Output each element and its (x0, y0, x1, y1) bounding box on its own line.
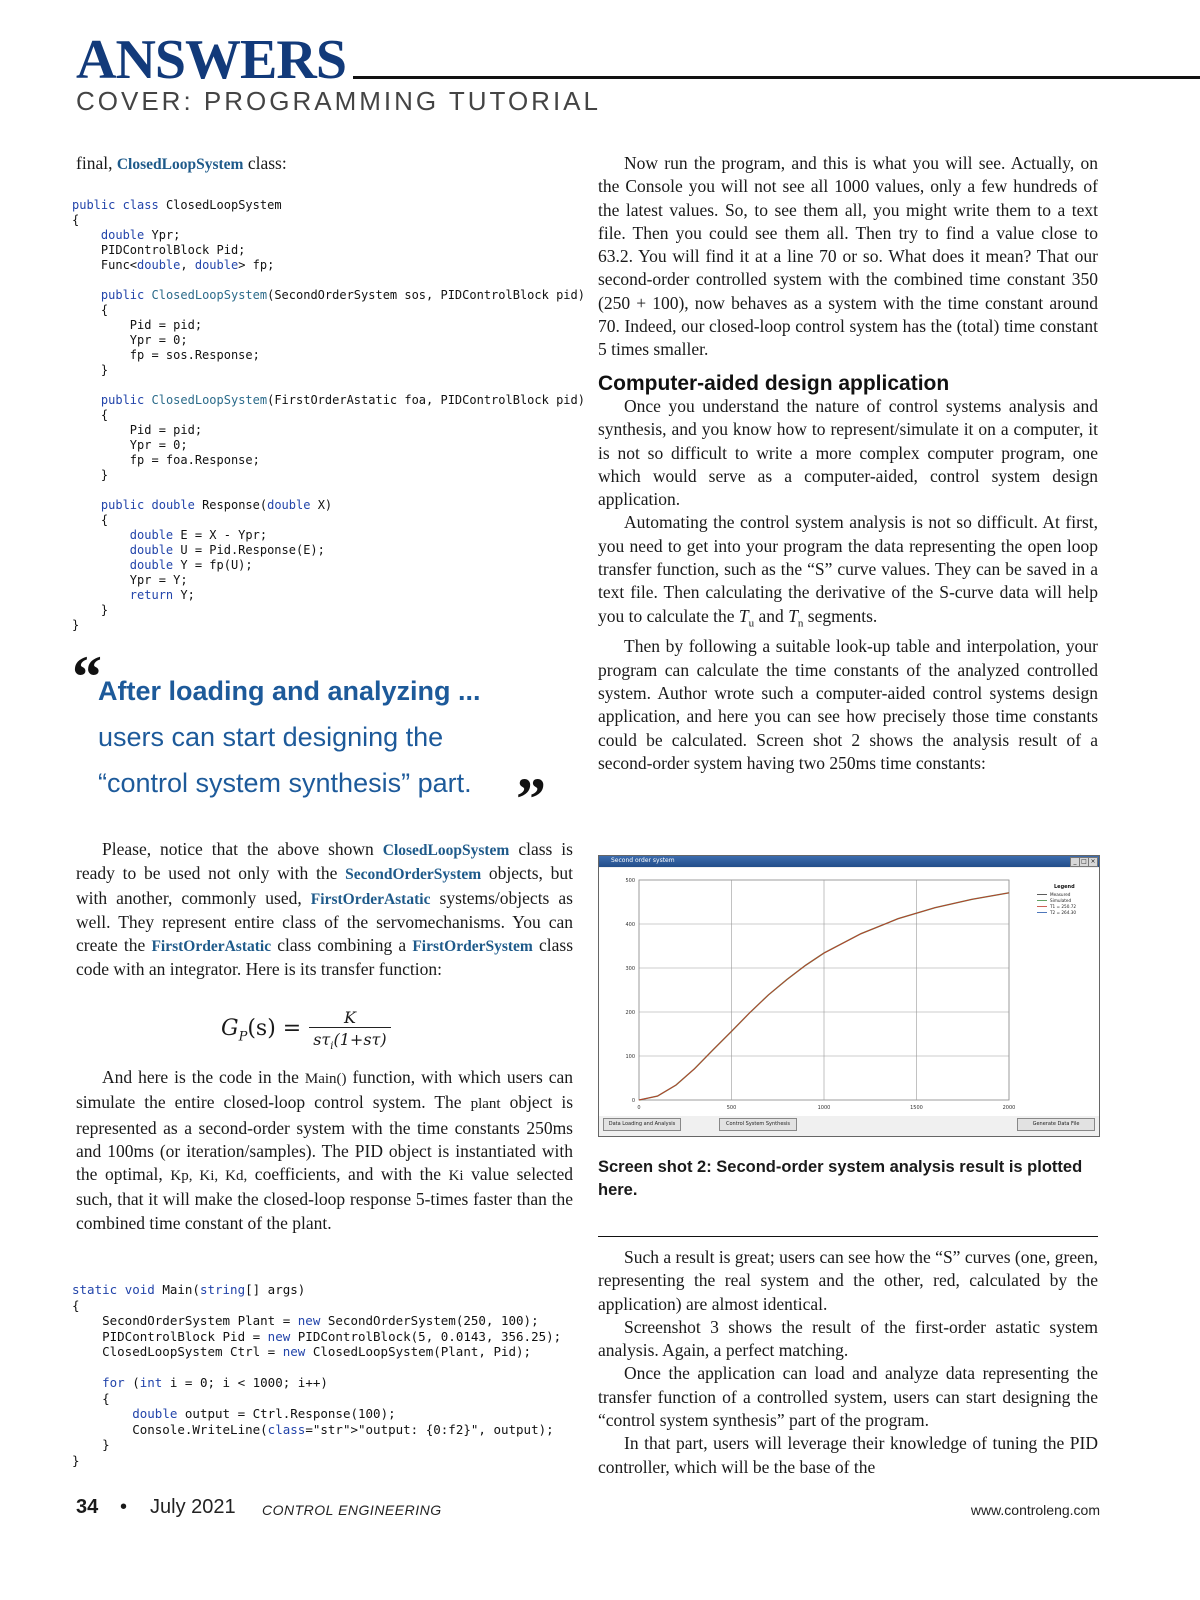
data-loading-button[interactable]: Data Loading and Analysis (603, 1118, 681, 1131)
code-line: Ypr = Y; (72, 573, 188, 587)
code-line: double U = Pid.Response(E); (129, 543, 325, 557)
legend-item: Measured (1050, 892, 1071, 897)
pull-quote (72, 644, 576, 832)
code-line: double Y = fp(U); (129, 558, 253, 572)
y-tick-label: 200 (625, 1010, 635, 1016)
code-block-main (72, 1282, 582, 1468)
right-column-text-top (598, 152, 1098, 775)
paragraph-result-great: Such a result is great; users can see how the “S” curves (one, green, representing the real system and the other, red, calculated by the application) are almost identical. (598, 1247, 1098, 1314)
code-line: { (72, 1297, 80, 1313)
paragraph-lookup-table: Then by following a suitable look-up table and interpolation, your program can calculate the time constants of the analyzed controlled system. Author wrote such a computer-aided control systems design application, and here you can see how precisely those time constants could be calculated. Screen shot 2 shows the analysis result of a second-order system having two 250ms time constants: (598, 636, 1098, 773)
caption-rule (598, 1236, 1098, 1237)
legend-item: T2 = 264.30 (1050, 910, 1077, 915)
paragraph-understand-nature: Once you understand the nature of control systems analysis and synthesis, and you know how to represent/simulate it on a computer, it is not so difficult to write a more complex computer program, one which would serve as a computer-aided, control system design application. (598, 395, 1098, 510)
code-line: public double Response(double X) (100, 498, 333, 512)
code-line (72, 273, 582, 288)
transfer-function-formula: $G_P(s)$ = K $s\tau_i(1+s\tau)$ (220, 1008, 391, 1052)
code-line: double E = X - Ypr; (129, 528, 268, 542)
maximize-icon[interactable]: □ (1079, 857, 1089, 867)
page-footer (76, 1496, 1100, 1526)
plot-background (599, 868, 1099, 1116)
code-line: ClosedLoopSystem Ctrl = new ClosedLoopSystem(Plant, Pid); (72, 1344, 532, 1359)
code-line: Ypr = 0; (72, 438, 188, 452)
code-line: } (72, 603, 109, 617)
y-tick-label: 400 (625, 922, 635, 928)
code-line: Func<double, double> fp; (72, 258, 275, 272)
y-tick-label: 500 (625, 878, 635, 884)
minimize-icon[interactable]: _ (1070, 857, 1080, 867)
code-line: double output = Ctrl.Response(100); (132, 1406, 396, 1421)
issue-date: July 2021 (150, 1496, 236, 1518)
code-line: PIDControlBlock Pid = new PIDControlBlock(5, 0.0143, 356.25); (72, 1328, 562, 1344)
code-line: { (72, 408, 109, 422)
close-quote-mark: ” (516, 766, 546, 832)
close-icon[interactable]: × (1088, 857, 1098, 867)
figure-caption: Screen shot 2: Second-order system analysis result is plotted here. (598, 1158, 1083, 1199)
pull-quote-line-2: users can start designing the (98, 722, 444, 752)
code-line: { (72, 213, 80, 227)
code-line: } (72, 1452, 80, 1468)
x-tick-label: 1000 (817, 1105, 831, 1111)
intro-line: final, ClosedLoopSystem class: (76, 153, 287, 173)
code-line: fp = foa.Response; (72, 453, 260, 467)
code-line: Pid = pid; (72, 318, 203, 332)
code-line: double Ypr; (100, 228, 181, 242)
y-tick-label: 100 (625, 1054, 635, 1060)
header-rule (353, 76, 1200, 79)
paragraph-pid-tuning: In that part, users will leverage their knowledge of tuning the PID controller, which will be the base of the (598, 1433, 1098, 1477)
paragraph-once-loaded: Once the application can load and analyze data representing the transfer function of a controlled system, users can start designing the “control system synthesis” part of the program. (598, 1363, 1098, 1431)
magazine-name: CONTROL ENGINEERING (262, 1502, 442, 1518)
window-title: Second order system (611, 857, 675, 864)
response-chart (599, 868, 1099, 1116)
code-line (72, 483, 582, 498)
code-line: static void Main(string[] args) (72, 1282, 306, 1297)
y-tick-label: 0 (631, 1098, 635, 1104)
code-line (72, 378, 582, 393)
window-titlebar (599, 856, 1099, 867)
x-tick-label: 1500 (910, 1105, 923, 1111)
code-line: fp = sos.Response; (72, 348, 260, 362)
code-line: Ypr = 0; (72, 333, 188, 347)
code-line: Console.WriteLine(class="str">"output: {0:f2}", output); (72, 1421, 554, 1437)
y-tick-label: 300 (625, 966, 635, 972)
generate-data-button[interactable]: Generate Data File (1017, 1118, 1095, 1131)
paragraph-screenshot-3: Screenshot 3 shows the result of the first-order astatic system analysis. Again, a perfect matching. (598, 1316, 1098, 1361)
legend-item: T1 = 250.72 (1050, 904, 1077, 909)
code-line: } (72, 618, 80, 632)
code-line: public class ClosedLoopSystem (72, 198, 282, 212)
legend-title: Legend (1054, 884, 1075, 890)
paragraph-run-program: Now run the program, and this is what you will see. Actually, on the Console you will not see all 1000 values, only a few hundreds of the latest values. So, to see them all, you might write them to a text file. Then you could see them all. Then try to find a value close to 63.2. You will find it at a line 70 or so. What does it mean? That our second-order controlled system with the combined time constant 350 (250 + 100), now behaves as a system with the time constant around 70. Indeed, our closed-loop control system has the (total) time constant 5 times smaller. (598, 153, 1098, 360)
paragraph-automating: Automating the control system analysis is not so difficult. At first, you need to get into your program the data representing the open loop transfer function, such as the “S” curve values. They can be saved in a text file. Then calculating the derivative of the S-curve data will help you to calculate the $T_u$ and $T_n$ segments. (598, 512, 1098, 630)
code-line: return Y; (129, 588, 195, 602)
paragraph-main-function: And here is the code in the Main() function, with which users can simulate the entire closed-loop control system. The plant object is represented as a second-order system with the time constants 250ms and 100ms (or iteration/samples). The PID object is instantiated with the optimal, Kp, Ki, Kd, coefficients, and with the Ki value selected such, that it will make the closed-loop response 5-times faster than the combined time constant of the plant. (76, 1067, 574, 1233)
code-block-closedloopsystem (72, 198, 585, 633)
code-line: public ClosedLoopSystem(FirstOrderAstatic foa, PIDControlBlock pid) (100, 393, 585, 407)
x-tick-label: 500 (726, 1105, 737, 1111)
legend-item: Simulated (1050, 898, 1072, 903)
code-line: for (int i = 0; i < 1000; i++) (102, 1375, 328, 1390)
code-line: SecondOrderSystem Plant = new SecondOrderSystem(250, 100); (72, 1313, 539, 1328)
code-line: PIDControlBlock Pid; (72, 243, 246, 257)
right-column-text-bottom (598, 1246, 1098, 1479)
pull-quote-line-1: After loading and analyzing ... (98, 676, 481, 706)
code-line (72, 1360, 582, 1376)
page-number: 34 (76, 1496, 99, 1518)
code-line: { (72, 513, 109, 527)
code-line: { (72, 303, 109, 317)
code-line: { (72, 1390, 110, 1406)
control-synthesis-button[interactable]: Control System Synthesis (719, 1118, 797, 1131)
analysis-app-window (598, 855, 1100, 1137)
section-title: ANSWERS (76, 29, 346, 91)
heading-computer-aided-design: Computer-aided design application (598, 371, 950, 395)
pull-quote-line-3: “control system synthesis” part. (98, 768, 472, 798)
x-tick-label: 2000 (1002, 1105, 1016, 1111)
x-tick-label: 0 (637, 1105, 641, 1111)
website-url: www.controleng.com (970, 1502, 1100, 1518)
code-line: } (72, 468, 109, 482)
open-quote-mark: “ (72, 644, 102, 710)
footer-bullet: • (120, 1496, 128, 1518)
code-line: } (72, 1437, 110, 1452)
paragraph-closedloop-notice: Please, notice that the above shown ClosedLoopSystem class is ready to be used not only with the SecondOrderSystem objects, but with another, commonly used, FirstOrderAstatic systems/objects as well. They represent entire class of the servomechanisms. You can create the FirstOrderAstatic class combining a FirstOrderSystem class code with an integrator. Here is its transfer function: (76, 839, 574, 980)
section-subtitle: COVER: PROGRAMMING TUTORIAL (76, 86, 601, 116)
code-line: } (72, 363, 109, 377)
code-line: public ClosedLoopSystem(SecondOrderSystem sos, PIDControlBlock pid) (100, 288, 585, 302)
code-line: Pid = pid; (72, 423, 203, 437)
